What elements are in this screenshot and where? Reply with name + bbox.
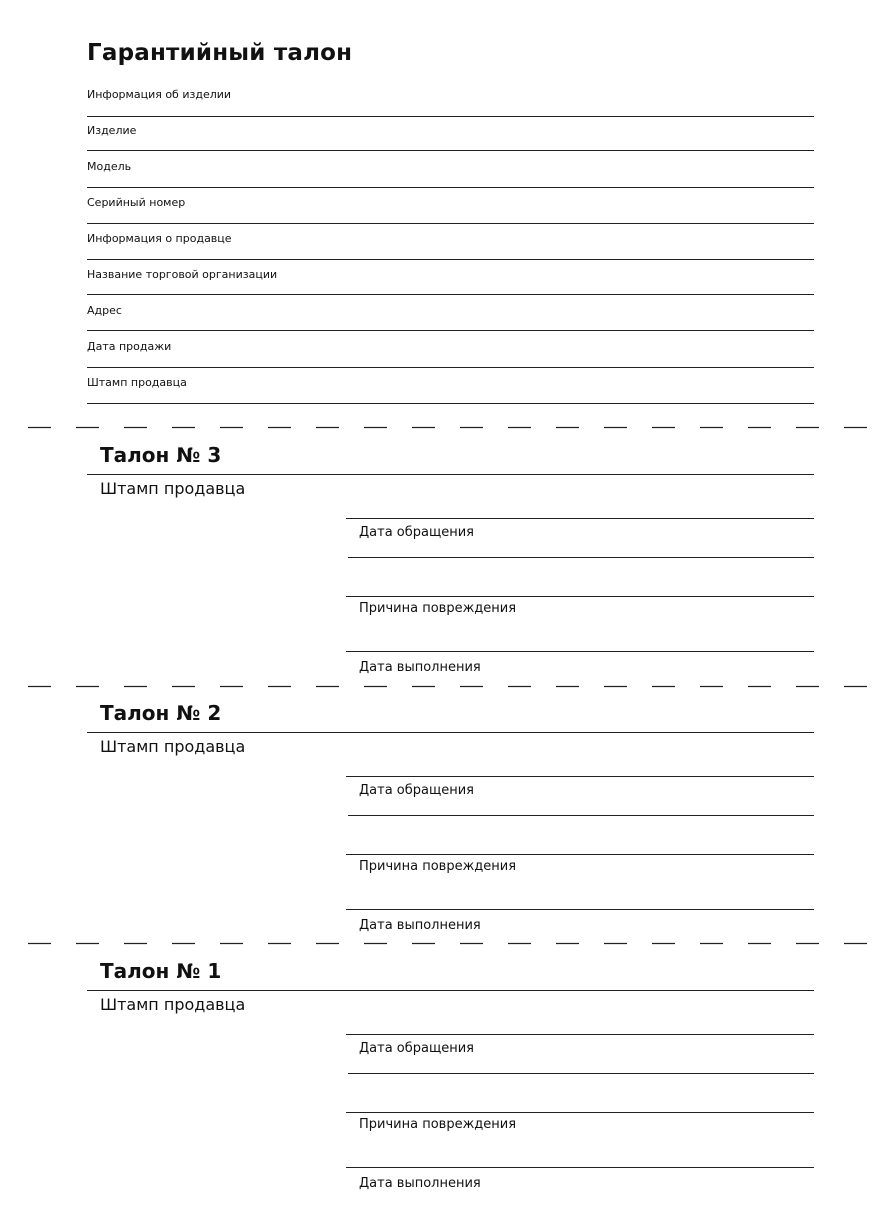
coupon-3-title: Талон № 3 xyxy=(100,443,222,467)
divider xyxy=(346,596,814,597)
coupon-2-title: Талон № 2 xyxy=(100,701,222,725)
divider xyxy=(87,990,814,991)
coupon-2-damage-reason-line[interactable] xyxy=(346,909,814,910)
coupon-2-damage-reason-label: Причина повреждения xyxy=(359,859,517,874)
info-row-seller-info xyxy=(87,232,814,268)
coupon-1-date-request-label: Дата обращения xyxy=(359,1041,474,1056)
coupon-2-stamp-label: Штамп продавца xyxy=(100,737,246,756)
coupon-3-stamp-label: Штамп продавца xyxy=(100,479,246,498)
coupon-3-damage-reason-line[interactable] xyxy=(346,651,814,652)
cut-line xyxy=(28,426,868,430)
divider xyxy=(87,150,814,151)
coupon-1-damage-reason-line[interactable] xyxy=(346,1167,814,1168)
info-row-label: Штамп продавца xyxy=(87,376,187,389)
coupon-3-date-completed-label: Дата выполнения xyxy=(359,660,481,675)
info-row-label: Информация об изделии xyxy=(87,88,232,101)
coupon-1-title: Талон № 1 xyxy=(100,959,222,983)
info-row-label: Название торговой организации xyxy=(87,268,278,281)
coupon-2-date-request-label: Дата обращения xyxy=(359,783,474,798)
divider xyxy=(87,294,814,295)
divider xyxy=(346,1112,814,1113)
coupon-3-date-request-label: Дата обращения xyxy=(359,525,474,540)
coupon-1-stamp-label: Штамп продавца xyxy=(100,995,246,1014)
info-row-seller-stamp[interactable] xyxy=(87,376,814,412)
cut-line xyxy=(28,685,868,689)
divider xyxy=(87,116,814,117)
divider xyxy=(87,732,814,733)
divider xyxy=(87,403,814,404)
info-row-label: Изделие xyxy=(87,124,137,137)
divider xyxy=(87,367,814,368)
cut-line xyxy=(28,942,868,946)
coupon-3-damage-reason-label: Причина повреждения xyxy=(359,601,517,616)
divider xyxy=(346,518,814,519)
info-row-organization-name[interactable] xyxy=(87,268,814,304)
info-row-label: Адрес xyxy=(87,304,122,317)
page-title: Гарантийный талон xyxy=(87,40,353,66)
divider xyxy=(346,1034,814,1035)
info-row-model[interactable] xyxy=(87,160,814,196)
info-row-label: Информация о продавце xyxy=(87,232,232,245)
divider xyxy=(87,187,814,188)
divider xyxy=(87,259,814,260)
coupon-2-date-request-line[interactable] xyxy=(348,815,814,816)
info-row-label: Модель xyxy=(87,160,132,173)
divider xyxy=(87,330,814,331)
coupon-1-date-request-line[interactable] xyxy=(348,1073,814,1074)
info-row-product-info xyxy=(87,88,814,124)
info-row-address[interactable] xyxy=(87,304,814,340)
info-row-sale-date[interactable] xyxy=(87,340,814,376)
info-row-serial-number[interactable] xyxy=(87,196,814,232)
coupon-1-damage-reason-label: Причина повреждения xyxy=(359,1117,517,1132)
divider xyxy=(87,223,814,224)
coupon-3-date-request-line[interactable] xyxy=(348,557,814,558)
divider xyxy=(346,854,814,855)
info-row-label: Дата продажи xyxy=(87,340,172,353)
info-row-label: Серийный номер xyxy=(87,196,186,209)
divider xyxy=(87,474,814,475)
divider xyxy=(346,776,814,777)
info-row-product[interactable] xyxy=(87,124,814,160)
coupon-1-date-completed-label: Дата выполнения xyxy=(359,1176,481,1191)
coupon-2-date-completed-label: Дата выполнения xyxy=(359,918,481,933)
